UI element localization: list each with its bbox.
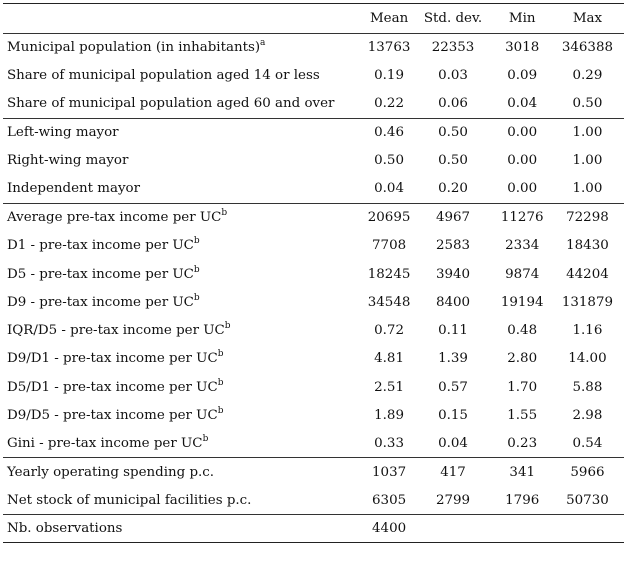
table-row xyxy=(3,458,624,486)
footnote-marker: b xyxy=(217,377,224,388)
cell-std-dev: 0.50 xyxy=(438,153,468,169)
cell-mean: 0.33 xyxy=(374,436,404,452)
table-row xyxy=(3,118,624,146)
cell-min: 0.00 xyxy=(494,118,551,146)
cell-min: 0.09 xyxy=(507,68,538,84)
row-label-text: D9 - pre-tax income per UC xyxy=(7,294,194,310)
header-std-dev: Std. dev. xyxy=(412,4,493,34)
row-label xyxy=(3,430,366,458)
cell-max: 0.54 xyxy=(572,436,603,452)
cell-max: 346388 xyxy=(551,34,624,62)
footnote-marker: b xyxy=(217,349,224,360)
table-row xyxy=(3,232,624,260)
footnote-marker: b xyxy=(217,406,224,416)
cell-std-dev: 2799 xyxy=(435,492,471,508)
footnote-marker: b xyxy=(193,264,200,275)
table-row xyxy=(3,401,624,429)
row-label-text: Gini - pre-tax income per UC xyxy=(7,436,203,452)
row-label xyxy=(3,232,366,260)
table-row xyxy=(3,373,624,401)
table-header-row xyxy=(3,4,624,34)
row-label-text: D5 - pre-tax income per UC xyxy=(7,266,194,282)
cell-max: 50730 xyxy=(566,492,609,508)
cell-min: 0.00 xyxy=(507,181,538,197)
row-label-text: Independent mayor xyxy=(7,181,140,197)
footnote-marker: a xyxy=(260,38,266,49)
row-label xyxy=(3,373,366,401)
cell-max: 0.50 xyxy=(572,96,603,112)
cell-min: 0.48 xyxy=(507,323,538,339)
cell-mean: 1.89 xyxy=(374,408,404,423)
cell-mean: 2.51 xyxy=(374,379,404,395)
row-label-text: D5/D1 - pre-tax income per UC xyxy=(7,379,218,395)
cell-std-dev: 0.50 xyxy=(412,118,493,146)
cell-mean: 0.19 xyxy=(374,68,404,84)
cell-max: 1.00 xyxy=(551,118,624,146)
table-row xyxy=(3,34,624,62)
cell-mean: 13763 xyxy=(366,34,413,62)
cell-mean: 0.04 xyxy=(374,181,404,197)
cell-max: 5966 xyxy=(551,458,624,486)
cell-std-dev: 0.57 xyxy=(438,379,468,395)
footnote-marker: b xyxy=(224,321,231,332)
table-row xyxy=(3,316,624,344)
cell-mean: 20695 xyxy=(366,203,413,231)
row-label xyxy=(3,260,366,288)
cell-min: 2.80 xyxy=(507,351,538,367)
cell-mean: 1037 xyxy=(366,458,413,486)
cell-std-dev: 4967 xyxy=(412,203,493,231)
footnote-marker: b xyxy=(221,208,228,219)
header-mean: Mean xyxy=(366,4,413,34)
row-label-text: D9/D5 - pre-tax income per UC xyxy=(7,408,218,423)
cell-max: 1.16 xyxy=(572,323,603,339)
cell-max: 131879 xyxy=(561,294,613,310)
row-label-text: Average pre-tax income per UC xyxy=(7,210,222,226)
cell-min: 1796 xyxy=(505,492,540,508)
cell-max: 1.00 xyxy=(572,181,603,197)
cell-std-dev: 3940 xyxy=(435,266,471,282)
row-label xyxy=(3,34,366,62)
table-row xyxy=(3,90,624,118)
cell-std-dev: 0.20 xyxy=(438,181,468,197)
cell-std-dev: 2583 xyxy=(435,238,471,254)
row-label xyxy=(3,90,366,118)
row-label xyxy=(3,175,366,203)
row-label-text: Nb. observations xyxy=(7,521,123,537)
cell-std-dev: 22353 xyxy=(412,34,493,62)
table-row xyxy=(3,430,624,458)
row-label xyxy=(3,345,366,373)
table-row xyxy=(3,203,624,231)
table-row xyxy=(3,288,624,316)
table-row xyxy=(3,515,624,543)
table-row xyxy=(3,260,624,288)
cell-mean: 6305 xyxy=(372,492,407,508)
cell-min: 3018 xyxy=(494,34,551,62)
cell-max: 1.00 xyxy=(572,153,603,169)
row-label-text: D1 - pre-tax income per UC xyxy=(7,238,194,254)
cell-std-dev: 8400 xyxy=(435,294,471,310)
cell-min xyxy=(494,515,551,543)
cell-mean: 0.46 xyxy=(366,118,413,146)
cell-std-dev: 0.04 xyxy=(438,436,468,452)
row-label-text: Share of municipal population aged 60 and over xyxy=(7,96,335,112)
cell-min: 2334 xyxy=(505,238,540,254)
row-label xyxy=(3,203,366,231)
footnote-marker: b xyxy=(202,434,209,445)
cell-max: 14.00 xyxy=(568,351,607,367)
row-label xyxy=(3,515,366,543)
summary-statistics-table xyxy=(3,3,624,543)
row-label-text: Share of municipal population aged 14 or less xyxy=(7,68,320,84)
table-row xyxy=(3,486,624,514)
row-label xyxy=(3,62,366,90)
cell-mean: 7708 xyxy=(372,238,407,254)
table-row xyxy=(3,175,624,203)
row-label xyxy=(3,288,366,316)
cell-min: 0.04 xyxy=(507,96,538,112)
row-label xyxy=(3,486,366,514)
table-body xyxy=(3,34,624,543)
cell-min: 9874 xyxy=(505,266,540,282)
cell-std-dev xyxy=(412,515,493,543)
row-label xyxy=(3,147,366,175)
cell-mean: 0.22 xyxy=(374,96,404,112)
cell-mean: 34548 xyxy=(367,294,411,310)
cell-mean: 0.50 xyxy=(374,153,404,169)
cell-mean: 4.81 xyxy=(374,351,404,367)
cell-max: 0.29 xyxy=(572,68,603,84)
cell-min: 341 xyxy=(494,458,551,486)
row-label-text: IQR/D5 - pre-tax income per UC xyxy=(7,323,225,339)
row-label xyxy=(3,118,366,146)
row-label-text: Right-wing mayor xyxy=(7,153,129,169)
cell-max: 44204 xyxy=(566,266,609,282)
header-max: Max xyxy=(551,4,624,34)
cell-std-dev: 0.06 xyxy=(438,96,468,112)
cell-std-dev: 1.39 xyxy=(438,351,468,367)
row-label-text: Municipal population (in inhabitants) xyxy=(7,40,261,56)
cell-max xyxy=(551,515,624,543)
cell-max: 5.88 xyxy=(572,379,603,395)
cell-mean: 18245 xyxy=(367,266,411,282)
row-label-text: Net stock of municipal facilities p.c. xyxy=(7,492,252,508)
cell-max: 72298 xyxy=(551,203,624,231)
cell-mean: 4400 xyxy=(366,515,413,543)
footnote-marker: b xyxy=(193,236,200,247)
header-blank xyxy=(3,4,366,34)
cell-min: 11276 xyxy=(494,203,551,231)
header-min: Min xyxy=(494,4,551,34)
row-label xyxy=(3,458,366,486)
cell-min: 1.70 xyxy=(507,379,538,395)
cell-min: 1.55 xyxy=(507,408,538,423)
cell-std-dev: 0.15 xyxy=(438,408,468,423)
table-row xyxy=(3,147,624,175)
table-row xyxy=(3,345,624,373)
cell-std-dev: 0.03 xyxy=(438,68,468,84)
cell-std-dev: 0.11 xyxy=(438,323,468,339)
row-label-text: Left-wing mayor xyxy=(7,125,119,141)
row-label xyxy=(3,316,366,344)
row-label-text: Yearly operating spending p.c. xyxy=(7,464,215,480)
cell-min: 19194 xyxy=(500,294,544,310)
cell-mean: 0.72 xyxy=(374,323,404,339)
row-label xyxy=(3,401,366,429)
row-label-text: D9/D1 - pre-tax income per UC xyxy=(7,351,218,367)
cell-min: 0.23 xyxy=(507,436,538,452)
cell-max: 18430 xyxy=(566,238,609,254)
footnote-marker: b xyxy=(193,292,200,303)
cell-max: 2.98 xyxy=(572,408,603,423)
cell-std-dev: 417 xyxy=(412,458,493,486)
table-row xyxy=(3,62,624,90)
cell-min: 0.00 xyxy=(507,153,538,169)
